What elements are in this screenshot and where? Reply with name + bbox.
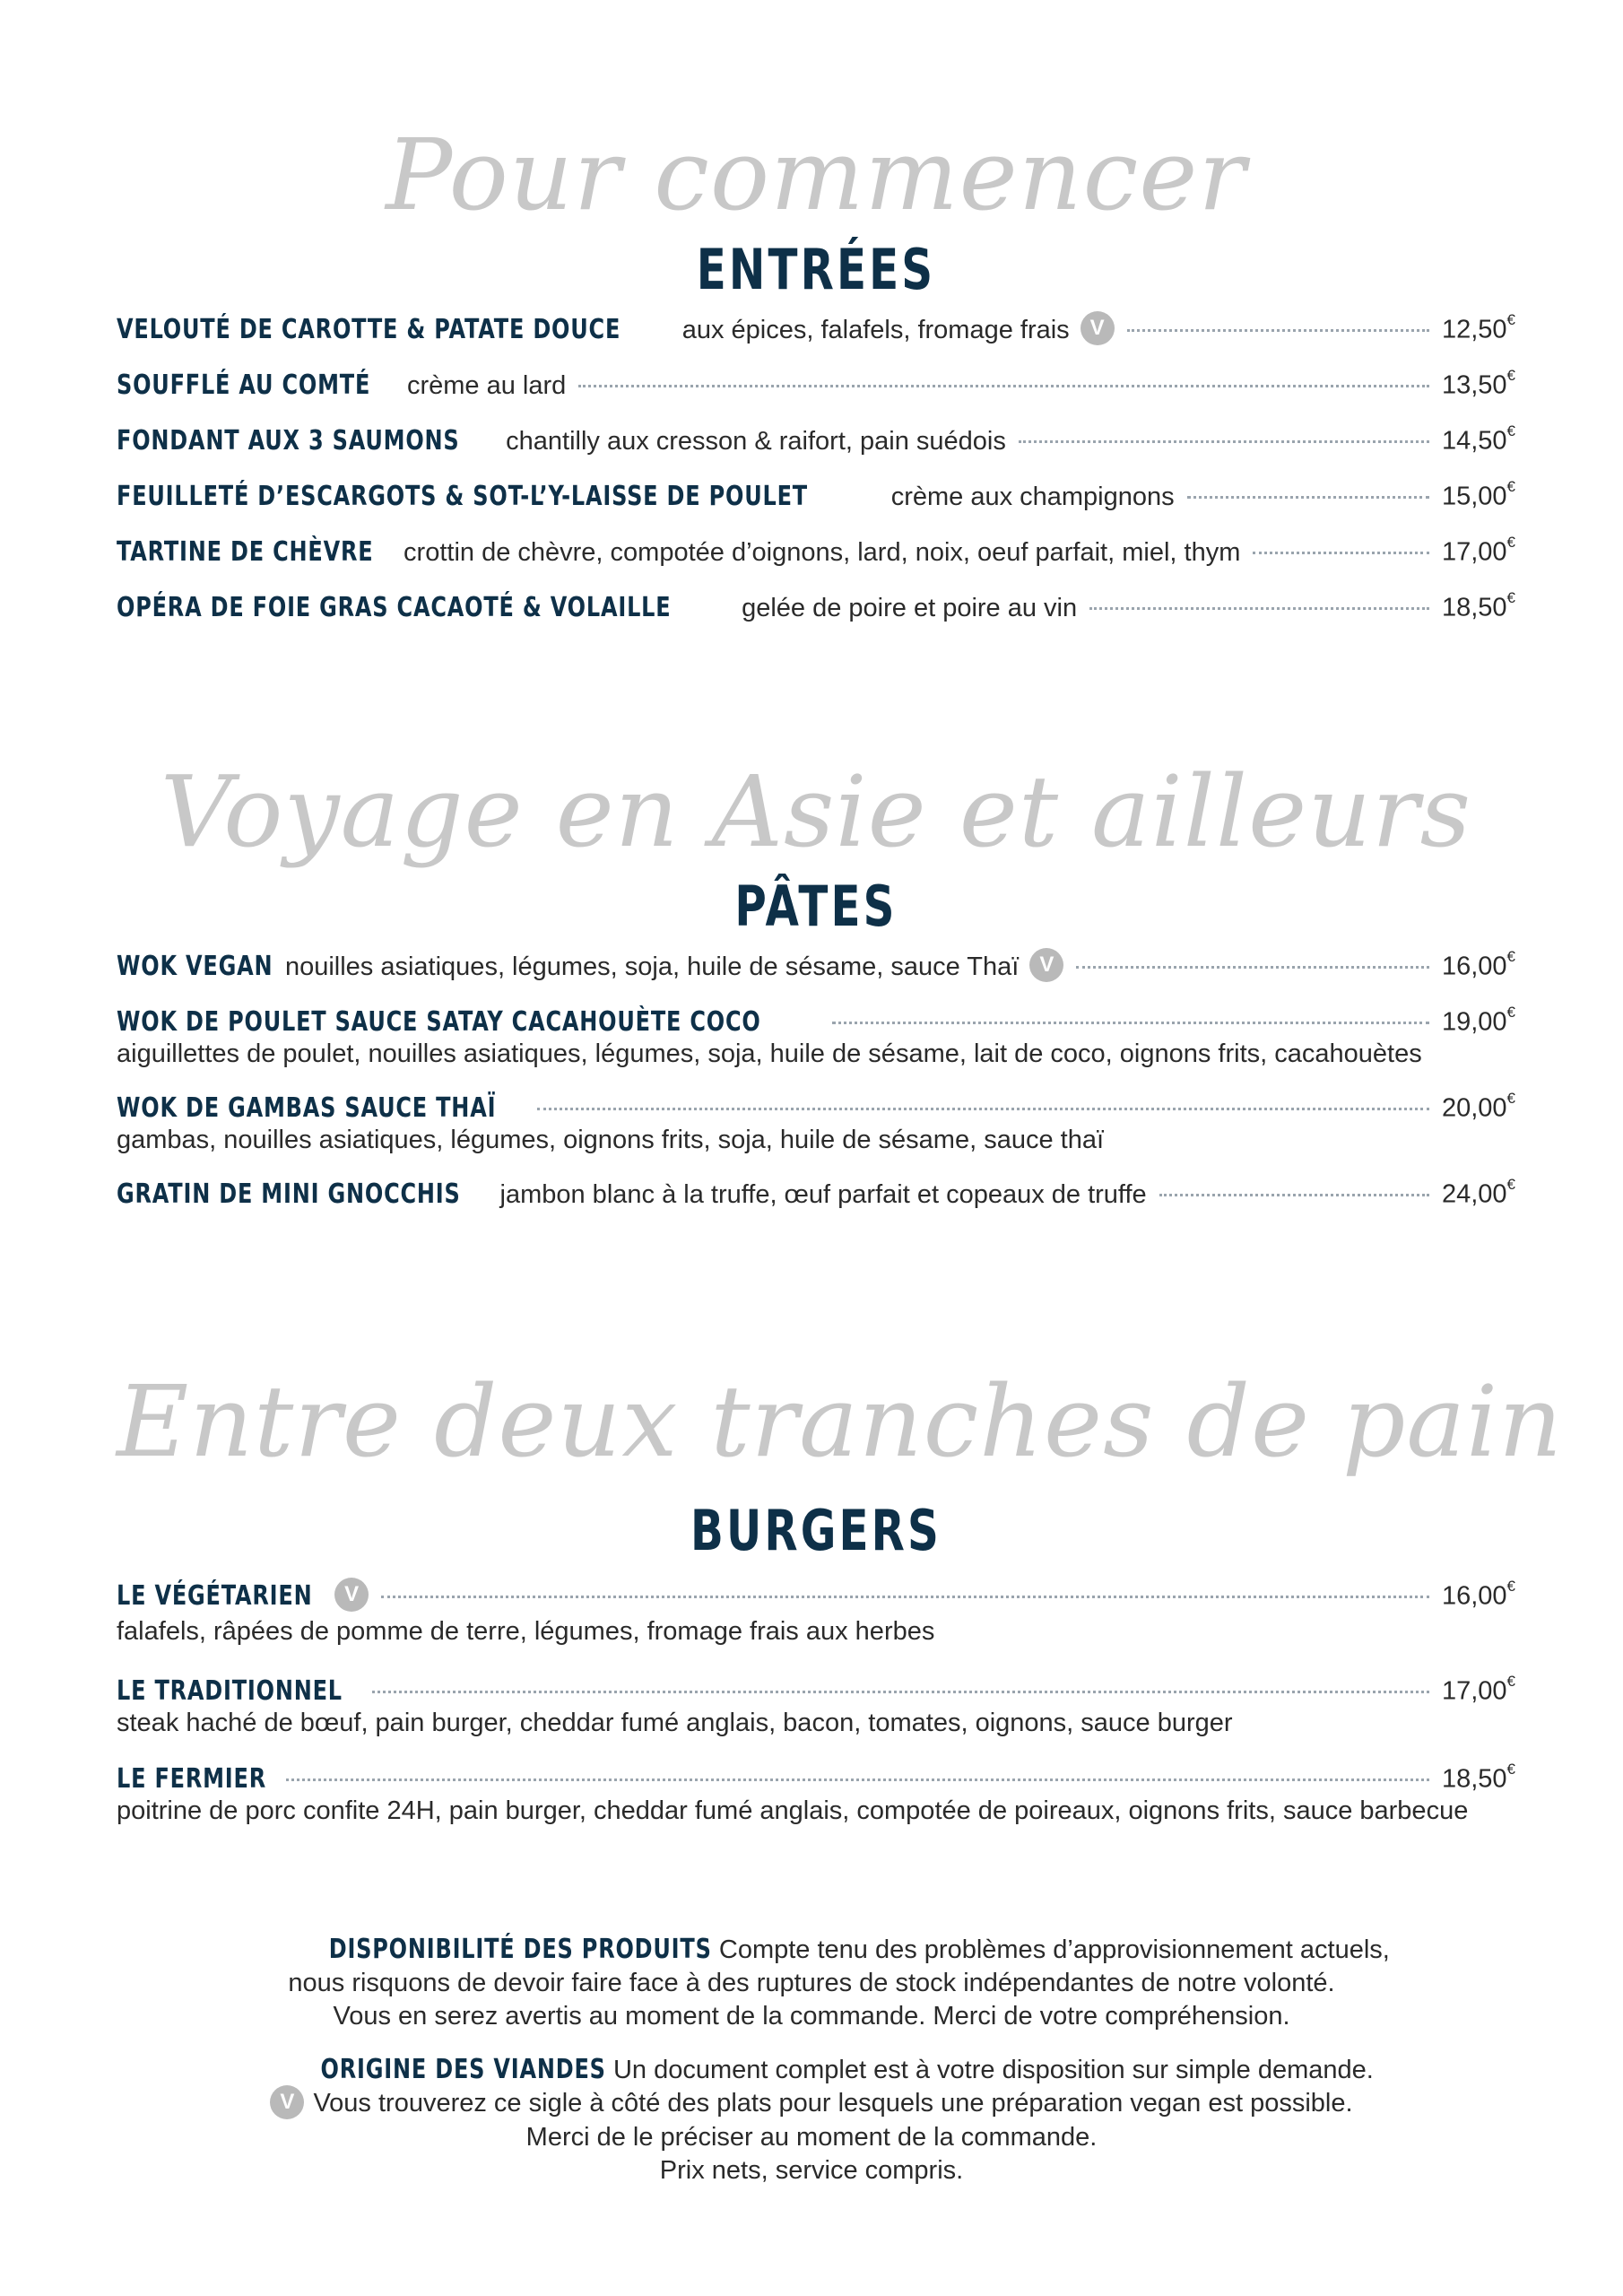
origine-title: ORIGINE DES VIANDES xyxy=(320,2054,606,2085)
section-heading: PÂTES xyxy=(734,874,898,939)
dotted-leader xyxy=(1076,966,1429,969)
item-desc: aiguillettes de poulet, nouilles asiatiques, légumes, soja, huile de sésame, lait de coco, oignons frits, cacahouètes xyxy=(117,1039,1422,1068)
dispo-line2: nous risquons de devoir faire face à des ruptures de stock indépendantes de notre volonté. xyxy=(288,1969,1335,1997)
item-price: 13,50€ xyxy=(1441,367,1515,400)
footer-notes xyxy=(0,1933,1623,2187)
vegan-badge-icon: V xyxy=(1029,948,1063,982)
menu-item xyxy=(117,948,1515,1006)
item-name: LE FERMIER xyxy=(117,1763,266,1795)
dispo-title: DISPONIBILITÉ DES PRODUITS xyxy=(328,1934,712,1965)
item-desc: nouilles asiatiques, légumes, soja, huile de sésame, sauce Thaï xyxy=(284,952,1020,981)
item-price: 17,00€ xyxy=(1441,1673,1515,1706)
item-price: 15,00€ xyxy=(1441,478,1515,511)
prix-note: Prix nets, service compris. xyxy=(659,2156,964,2186)
item-name: OPÉRA DE FOIE GRAS CACAOTÉ & VOLAILLE xyxy=(117,592,672,623)
dotted-leader xyxy=(1187,496,1429,499)
dotted-leader xyxy=(1019,440,1429,443)
item-desc: aux épices, falafels, fromage frais xyxy=(681,316,1070,344)
menu-item xyxy=(117,1178,1515,1234)
item-desc: falafels, râpées de pomme de terre, légumes, fromage frais aux herbes xyxy=(117,1617,935,1646)
item-name: SOUFFLÉ AU COMTÉ xyxy=(117,370,371,401)
item-name: WOK VEGAN xyxy=(117,951,273,982)
item-name: FONDANT AUX 3 SAUMONS xyxy=(117,425,460,457)
section-pates xyxy=(117,754,1515,1234)
item-desc: crème au lard xyxy=(406,371,567,400)
menu-item xyxy=(117,422,1515,481)
vegan-line2: Merci de le préciser au moment de la commande. xyxy=(525,2123,1098,2152)
menu-item xyxy=(117,536,1515,592)
dotted-leader xyxy=(372,1691,1429,1693)
item-price: 17,00€ xyxy=(1441,534,1515,567)
section-script-title: Entre deux tranches de pain xyxy=(117,1364,1564,1479)
dotted-leader xyxy=(832,1022,1429,1024)
menu-item xyxy=(117,1092,1515,1178)
menu-item xyxy=(117,1763,1515,1871)
item-desc: crottin de chèvre, compotée d’oignons, lard, noix, oeuf parfait, miel, thym xyxy=(404,538,1241,567)
section-entrees xyxy=(117,117,1515,648)
item-desc: gambas, nouilles asiatiques, légumes, oignons frits, soja, huile de sésame, sauce thaï xyxy=(117,1126,1105,1154)
vegan-line1: V Vous trouverez ce sigle à côté des plats pour lesquels une préparation vegan est possible. xyxy=(0,2087,1623,2121)
item-desc: jambon blanc à la truffe, œuf parfait et copeaux de truffe xyxy=(499,1180,1147,1209)
item-price: 14,50€ xyxy=(1441,422,1515,456)
section-script-title: Pour commencer xyxy=(386,117,1246,232)
item-desc: poitrine de porc confite 24H, pain burger, cheddar fumé anglais, compotée de poireaux, oignons frits, sauce barbecue xyxy=(117,1796,1469,1825)
dispo-line3: Vous en serez avertis au moment de la commande. Merci de votre compréhension. xyxy=(333,2002,1290,2031)
item-desc: crème aux champignons xyxy=(890,483,1175,511)
dotted-leader xyxy=(286,1779,1429,1781)
item-name: WOK DE POULET SAUCE SATAY CACAHOUÈTE COCO xyxy=(117,1006,761,1038)
item-desc: gelée de poire et poire au vin xyxy=(742,594,1078,622)
dotted-leader xyxy=(537,1108,1429,1110)
dotted-leader xyxy=(578,385,1429,387)
item-price: 18,50€ xyxy=(1441,589,1515,622)
menu-item xyxy=(117,1006,1515,1092)
item-price: 16,00€ xyxy=(1441,1578,1515,1611)
item-price: 20,00€ xyxy=(1441,1090,1515,1123)
menu-item xyxy=(117,1675,1515,1763)
menu-item xyxy=(117,478,1515,536)
section-heading: BURGERS xyxy=(690,1498,942,1563)
item-price: 24,00€ xyxy=(1441,1176,1515,1209)
item-name: TARTINE DE CHÈVRE xyxy=(117,536,374,568)
item-price: 12,50€ xyxy=(1441,311,1515,344)
item-desc: chantilly aux cresson & raifort, pain suédois xyxy=(506,427,1006,456)
item-desc: steak haché de bœuf, pain burger, cheddar fumé anglais, bacon, tomates, oignons, sauce burger xyxy=(117,1709,1233,1737)
dotted-leader xyxy=(1253,552,1429,554)
dispo-line1: DISPONIBILITÉ DES PRODUITS Compte tenu des problèmes d’approvisionnement actuels, xyxy=(328,1934,1390,1965)
item-name: VELOUTÉ DE CAROTTE & PATATE DOUCE xyxy=(117,314,621,345)
item-price: 16,00€ xyxy=(1441,948,1515,981)
dotted-leader xyxy=(1159,1194,1429,1196)
menu-item xyxy=(117,589,1515,648)
menu-item xyxy=(117,311,1515,370)
item-price: 19,00€ xyxy=(1441,1004,1515,1037)
vegan-badge-icon: V xyxy=(270,2085,304,2119)
vegan-badge-icon: V xyxy=(1081,311,1115,345)
item-name: LE TRADITIONNEL xyxy=(117,1675,343,1707)
section-script-title: Voyage en Asie et ailleurs xyxy=(160,754,1472,869)
dotted-leader xyxy=(1127,329,1429,332)
item-name: WOK DE GAMBAS SAUCE THAÏ xyxy=(117,1092,497,1124)
menu-item xyxy=(117,1580,1515,1675)
item-name: GRATIN DE MINI GNOCCHIS xyxy=(117,1178,461,1210)
menu-item xyxy=(117,367,1515,425)
dotted-leader xyxy=(381,1596,1429,1598)
section-heading: ENTRÉES xyxy=(696,237,936,302)
section-burgers xyxy=(117,1364,1564,1871)
item-price: 18,50€ xyxy=(1441,1761,1515,1794)
origine-line: ORIGINE DES VIANDES Un document complet est à votre disposition sur simple demande. xyxy=(320,2054,1374,2085)
dotted-leader xyxy=(1089,607,1429,610)
vegan-badge-icon: V xyxy=(334,1578,369,1612)
item-name: LE VÉGÉTARIEN xyxy=(117,1580,313,1612)
item-name: FEUILLETÉ D’ESCARGOTS & SOT-L’Y-LAISSE DE POULET xyxy=(117,481,808,512)
